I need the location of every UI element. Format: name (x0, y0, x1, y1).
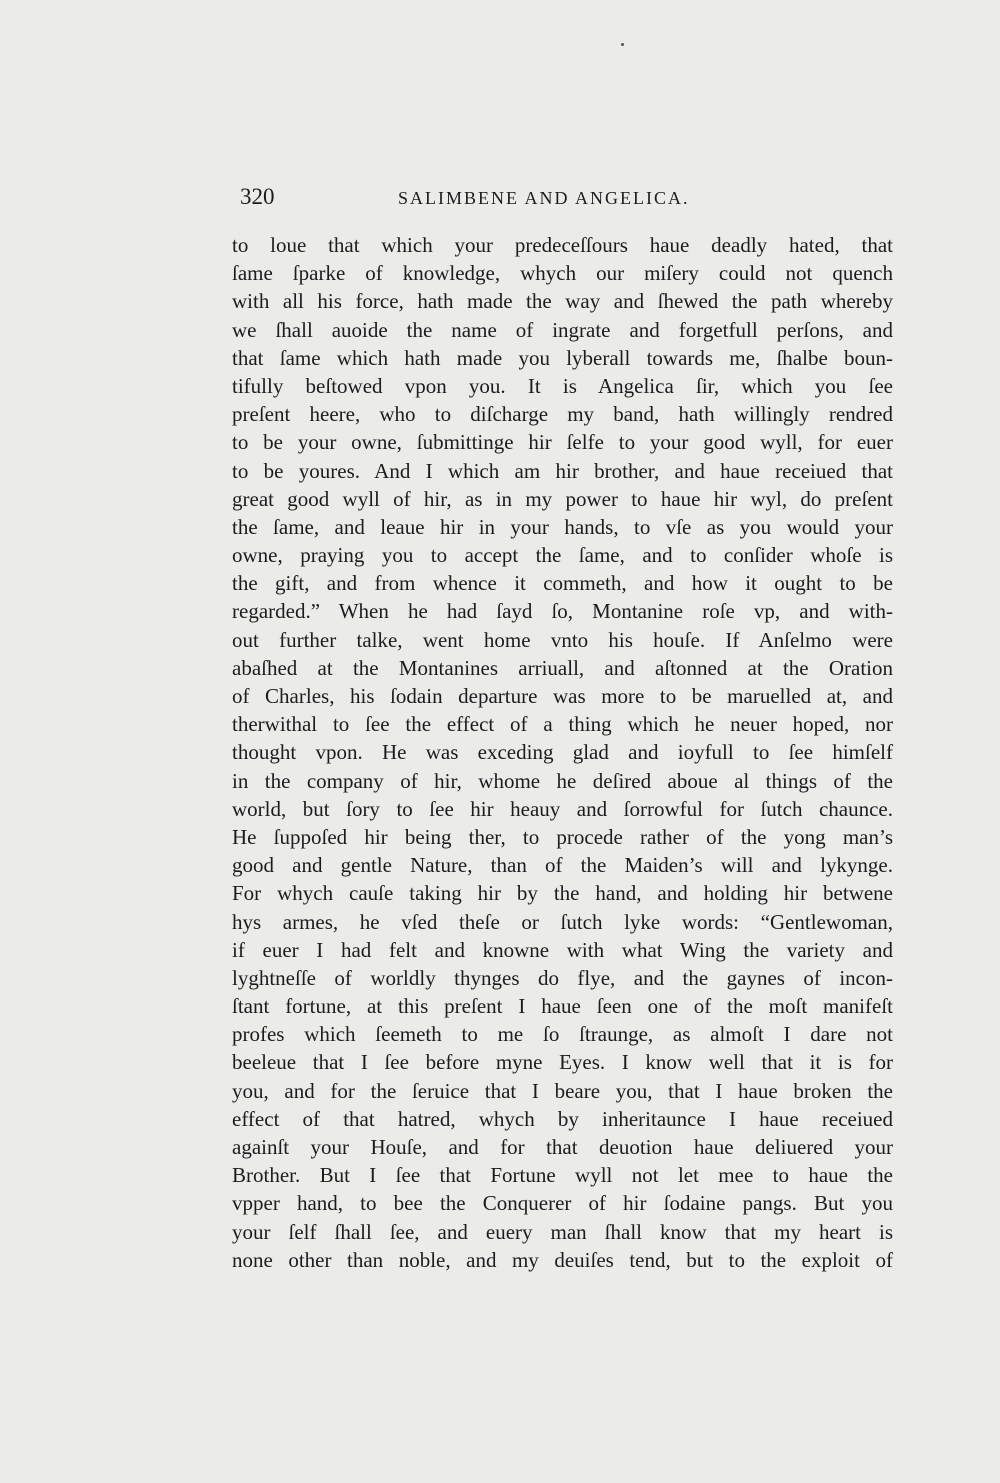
running-head: SALIMBENE AND ANGELICA. (398, 188, 690, 208)
text-line: your ſelf ſhall ſee, and euery man ſhall know that my heart is (232, 1219, 893, 1244)
text-line: owne, praying you to accept the ſame, and to conſider whoſe is (232, 543, 893, 568)
text-line: profes which ſeemeth to me ſo ſtraunge, as almoſt I dare not (232, 1022, 893, 1047)
text-line: He ſuppoſed hir being ther, to procede rather of the yong man’s (232, 824, 893, 849)
text-line: thought vpon. He was exceding glad and ioyfull to ſee himſelf (232, 740, 893, 765)
text-line: of Charles, his ſodain departure was more to be maruelled at, and (232, 684, 893, 708)
text-line: abaſhed at the Montanines arriuall, and aſtonned at the Oration (232, 655, 893, 680)
text-line: beeleue that I ſee before myne Eyes. I know well that it is for (232, 1050, 893, 1075)
text-line: good and gentle Nature, than of the Maiden’s will and lykynge. (232, 853, 893, 878)
text-line: ſtant fortune, at this preſent I haue ſeen one of the moſt manifeſt (232, 994, 893, 1019)
text-line: if euer I had felt and knowne with what Wing the variety and (232, 937, 893, 962)
text-line: regarded.” When he had ſayd ſo, Montanine roſe vp, and with- (232, 599, 893, 624)
text-line: you, and for the ſeruice that I beare you, that I haue broken the (232, 1078, 893, 1103)
text-line: to loue that which your predeceſſours haue deadly hated, that (232, 233, 893, 257)
text-line: none other than noble, and my deuiſes tend, but to the exploit of (232, 1247, 893, 1272)
text-line: vpper hand, to bee the Conquerer of hir ſodaine pangs. But you (232, 1191, 893, 1216)
text-line: Brother. But I ſee that Fortune wyll not let mee to haue the (232, 1163, 893, 1188)
text-line: we ſhall auoide the name of ingrate and forgetfull perſons, and (232, 317, 893, 342)
text-line: in the company of hir, whome he deſired aboue al things of the (232, 768, 893, 793)
text-line: the ſame, and leaue hir in your hands, to vſe as you would your (232, 514, 893, 539)
paper-speck (621, 43, 624, 46)
text-line: great good wyll of hir, as in my power to haue hir wyl, do preſent (232, 486, 893, 511)
text-line: therwithal to ſee the effect of a thing which he neuer hoped, nor (232, 712, 893, 737)
text-line: that ſame which hath made you lyberall towards me, ſhalbe boun- (232, 345, 893, 370)
body-text (232, 231, 893, 1274)
text-line: effect of that hatred, whych by inheritaunce I haue receiued (232, 1106, 893, 1131)
text-line: world, but ſory to ſee hir heauy and ſorrowful for ſutch chaunce. (232, 796, 893, 821)
text-line: For whych cauſe taking hir by the hand, and holding hir betwene (232, 881, 893, 906)
page-number: 320 (240, 184, 275, 209)
text-line: tifully beſtowed vpon you. It is Angelica ſir, which you ſee (232, 373, 893, 398)
text-line: ſame ſparke of knowledge, whych our miſery could not quench (232, 261, 893, 286)
text-line: to be youres. And I which am hir brother, and haue receiued that (232, 458, 893, 483)
text-line: preſent heere, who to diſcharge my band, hath willingly rendred (232, 402, 893, 427)
text-line: out further talke, went home vnto his houſe. If Anſelmo were (232, 627, 893, 652)
text-line: with all his force, hath made the way and ſhewed the path whereby (232, 289, 893, 314)
text-line: lyghtneſſe of worldly thynges do flye, and the gaynes of incon- (232, 965, 893, 990)
text-line: the gift, and from whence it commeth, and how it ought to be (232, 571, 893, 596)
text-line: againſt your Houſe, and for that deuotion haue deliuered your (232, 1135, 893, 1159)
text-line: hys armes, he vſed theſe or ſutch lyke words: “Gentlewoman, (232, 909, 893, 934)
text-line: to be your owne, ſubmittinge hir ſelfe to your good wyll, for euer (232, 430, 893, 455)
